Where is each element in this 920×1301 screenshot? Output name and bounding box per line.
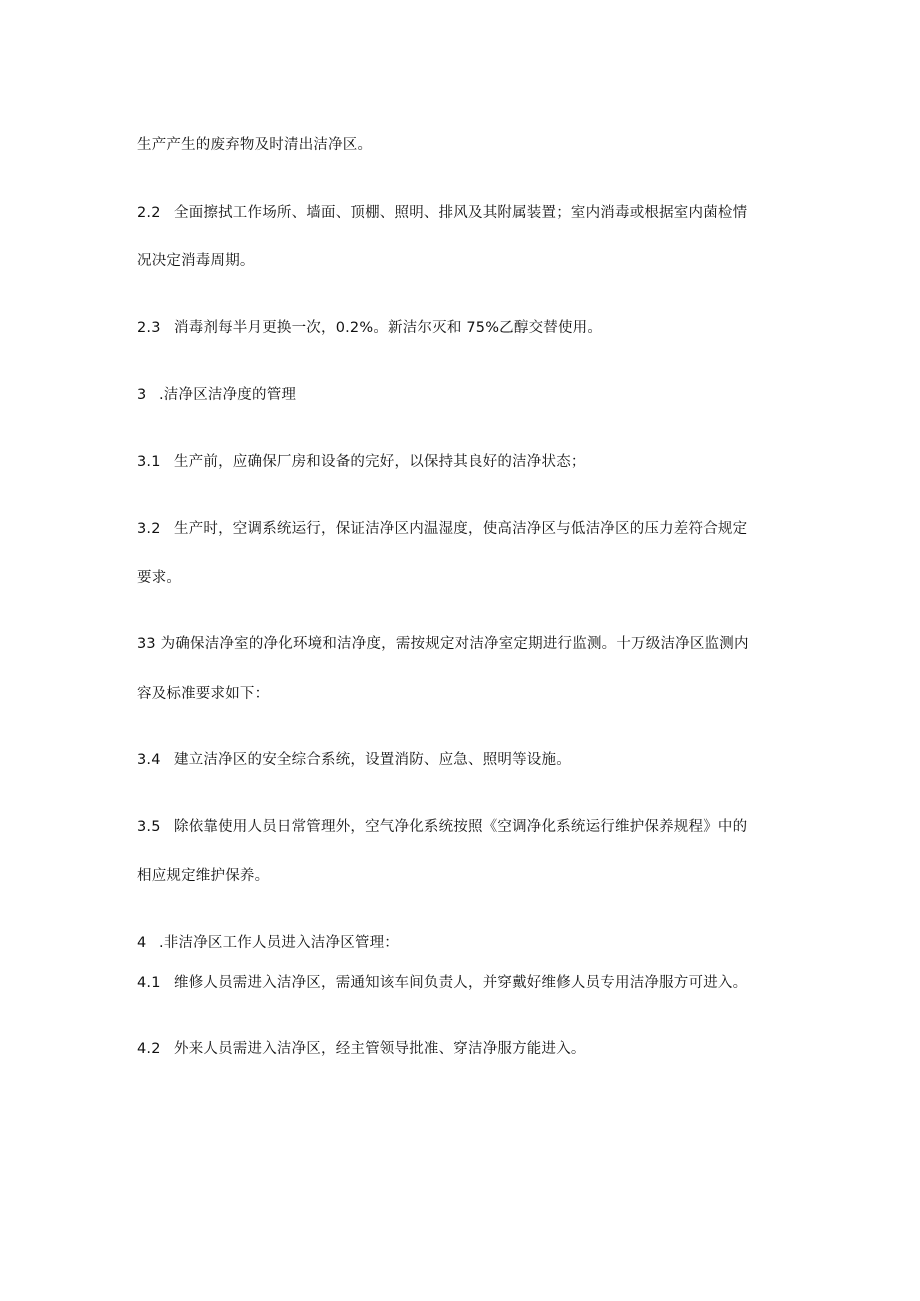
section-number: 2.2 [137,205,161,221]
line-text: 建立洁净区的安全综合系统，设置消防、应急、照明等设施。 [174,752,571,768]
paragraph-line [137,973,747,993]
paragraph-line [137,135,372,155]
line-text: 维修人员需进入洁净区，需通知该车间负责人，并穿戴好维修人员专用洁净服方可进入。 [174,975,748,991]
section-number: 3 [137,387,147,403]
line-text: 外来人员需进入洁净区，经主管领导批准、穿洁净服方能进入。 [174,1041,586,1057]
section-number: 4.1 [137,975,161,991]
section-number: 3.4 [137,752,161,768]
paragraph-line [137,568,181,588]
line-text: .洁净区洁净度的管理 [159,387,297,403]
section-number: 2.3 [137,320,161,336]
section-number: 3.1 [137,454,161,470]
section-heading [137,933,399,953]
section-number: 4.2 [137,1041,161,1057]
line-text: 33 为确保洁净室的净化环境和洁净度，需按规定对洁净室定期进行监测。十万级洁净区监测内 [137,636,749,652]
paragraph-line [137,684,269,704]
paragraph-line [137,634,749,654]
line-text: 生产前，应确保厂房和设备的完好，以保持其良好的洁净状态； [174,454,586,470]
paragraph-line [137,203,747,223]
paragraph-line [137,1039,586,1059]
section-number: 4 [137,935,147,951]
line-text: .非洁净区工作人员进入洁净区管理： [159,935,400,951]
line-text: 容及标准要求如下： [137,686,270,702]
section-number: 3.2 [137,521,161,537]
paragraph-line [137,817,747,837]
line-text: 除依靠使用人员日常管理外，空气净化系统按照《空调净化系统运行维护保养规程》中的 [174,819,748,835]
line-text: 生产时，空调系统运行，保证洁净区内温湿度，使高洁净区与低洁净区的压力差符合规定 [174,521,748,537]
paragraph-line [137,519,747,539]
line-text: 况决定消毒周期。 [137,253,255,269]
line-text: 生产产生的废弃物及时清出洁净区。 [137,137,373,153]
paragraph-line [137,750,571,770]
section-heading [137,385,296,405]
line-text: 相应规定维护保养。 [137,868,270,884]
paragraph-line [137,318,602,338]
paragraph-line [137,866,269,886]
paragraph-line [137,452,586,472]
line-text: 消毒剂每半月更换一次，0.2%。新洁尔灭和 75%乙醇交替使用。 [174,320,603,336]
line-text: 全面擦拭工作场所、墙面、顶棚、照明、排风及其附属装置；室内消毒或根据室内菌检情 [174,205,748,221]
line-text: 要求。 [137,570,182,586]
section-number: 3.5 [137,819,161,835]
paragraph-line [137,251,255,271]
